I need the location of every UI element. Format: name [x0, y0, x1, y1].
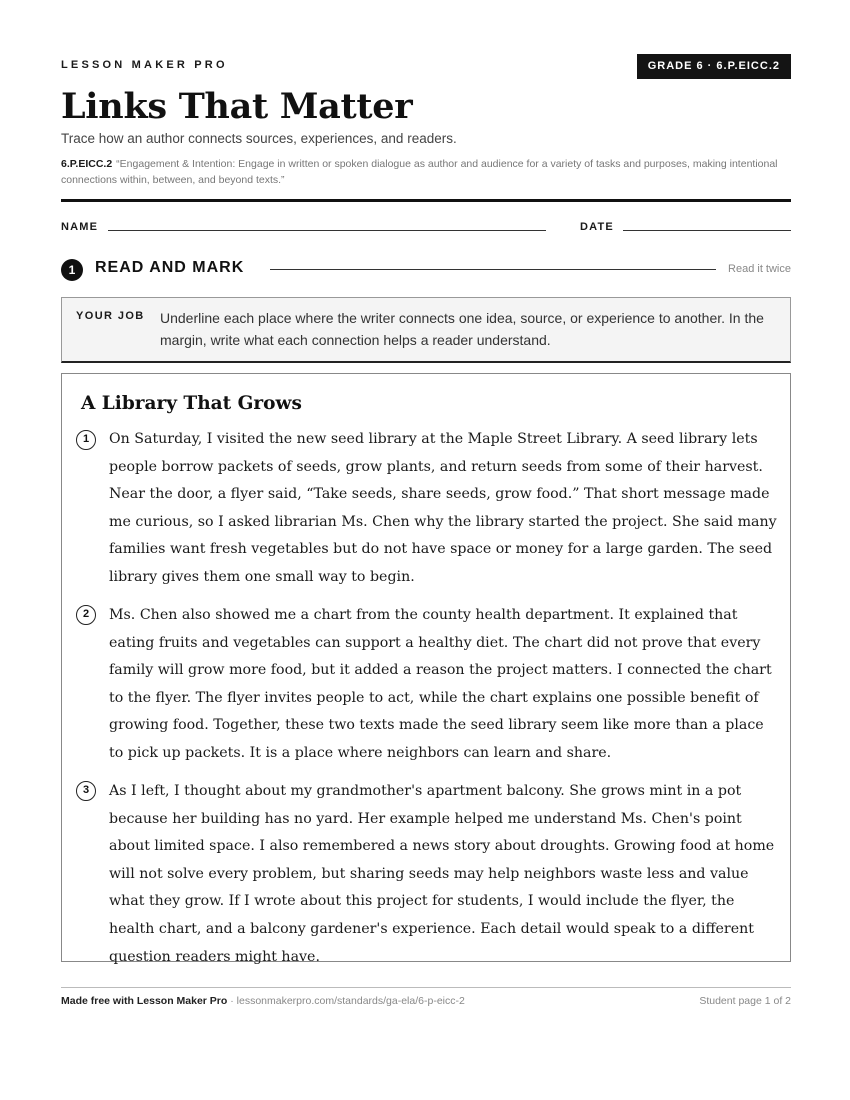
date-field[interactable]	[623, 230, 791, 231]
section-number-badge: 1	[61, 259, 83, 281]
standard-description	[61, 156, 791, 188]
standard-text: “Engagement & Intention: Engage in written or spoken dialogue as author and audience for a variety of tasks and purposes, making intentional connections within, between, and beyond texts.”	[61, 158, 778, 186]
page-title: Links That Matter	[61, 86, 413, 127]
footer-divider	[61, 987, 791, 988]
passage-title: A Library That Grows	[81, 393, 302, 414]
date-label: DATE	[580, 221, 614, 233]
worksheet-page	[61, 0, 791, 1100]
brand-name: LESSON MAKER PRO	[61, 59, 228, 71]
paragraph-number-3: 3	[76, 781, 96, 801]
paragraph-2: Ms. Chen also showed me a chart from the county health department. It explained that eating fruits and vegetables can support a healthy diet. The chart did not prove that every family will grow more food, but it added a reason the project matters. I connected the chart to the flyer. The flyer invites people to act, while the chart explains one possible benefit of growing food. Together, these two texts made the seed library seem like more than a place to pick up packets. It is a place where neighbors can learn and share.	[109, 607, 772, 761]
footer-credit	[61, 995, 465, 1007]
instructions-text: Underline each place where the writer connects one idea, source, or experience to another. In the margin, write what each connection helps a reader understand.	[160, 310, 764, 348]
grade-badge: GRADE 6 · 6.P.EICC.2	[637, 54, 791, 79]
instructions-box	[61, 297, 791, 363]
section-hint: Read it twice	[728, 263, 791, 275]
standard-code: 6.P.EICC.2	[61, 158, 113, 170]
paragraph-3: As I left, I thought about my grandmother's apartment balcony. She grows mint in a pot because her building has no yard. Her example helped me understand Ms. Chen's point about limited space. I also remembered a news story about droughts. Growing food at home will not solve every problem, but sharing seeds may help neighbors waste less and value what they grow. If I wrote about this project for students, I would include the flyer, the health chart, and a balcony gardener's experience. Each detail would speak to a different question readers might have.	[109, 783, 775, 965]
name-field[interactable]	[108, 230, 546, 231]
header-divider	[61, 199, 791, 202]
paragraph-number-2: 2	[76, 605, 96, 625]
footer-url[interactable]: · lessonmakerpro.com/standards/ga-ela/6-p-eicc-2	[227, 995, 465, 1007]
name-label: NAME	[61, 221, 99, 233]
paragraph-1: On Saturday, I visited the new seed library at the Maple Street Library. A seed library lets people borrow packets of seeds, grow plants, and return seeds from some of their harvest. Near the door, a flyer said, “Take seeds, share seeds, grow food.” That short message made me curious, so I asked librarian Ms. Chen why the library started the project. She said many families want fresh vegetables but do not have space or money for a large garden. The seed library gives them one small way to begin.	[109, 431, 777, 585]
instructions-label: YOUR JOB	[76, 310, 145, 322]
page-subtitle: Trace how an author connects sources, experiences, and readers.	[61, 131, 457, 146]
section-divider	[270, 269, 716, 270]
paragraph-number-1: 1	[76, 430, 96, 450]
section-title: READ AND MARK	[95, 259, 245, 276]
footer-made-with: Made free with Lesson Maker Pro	[61, 995, 228, 1007]
page-indicator: Student page 1 of 2	[699, 995, 791, 1007]
reading-passage	[61, 373, 791, 965]
